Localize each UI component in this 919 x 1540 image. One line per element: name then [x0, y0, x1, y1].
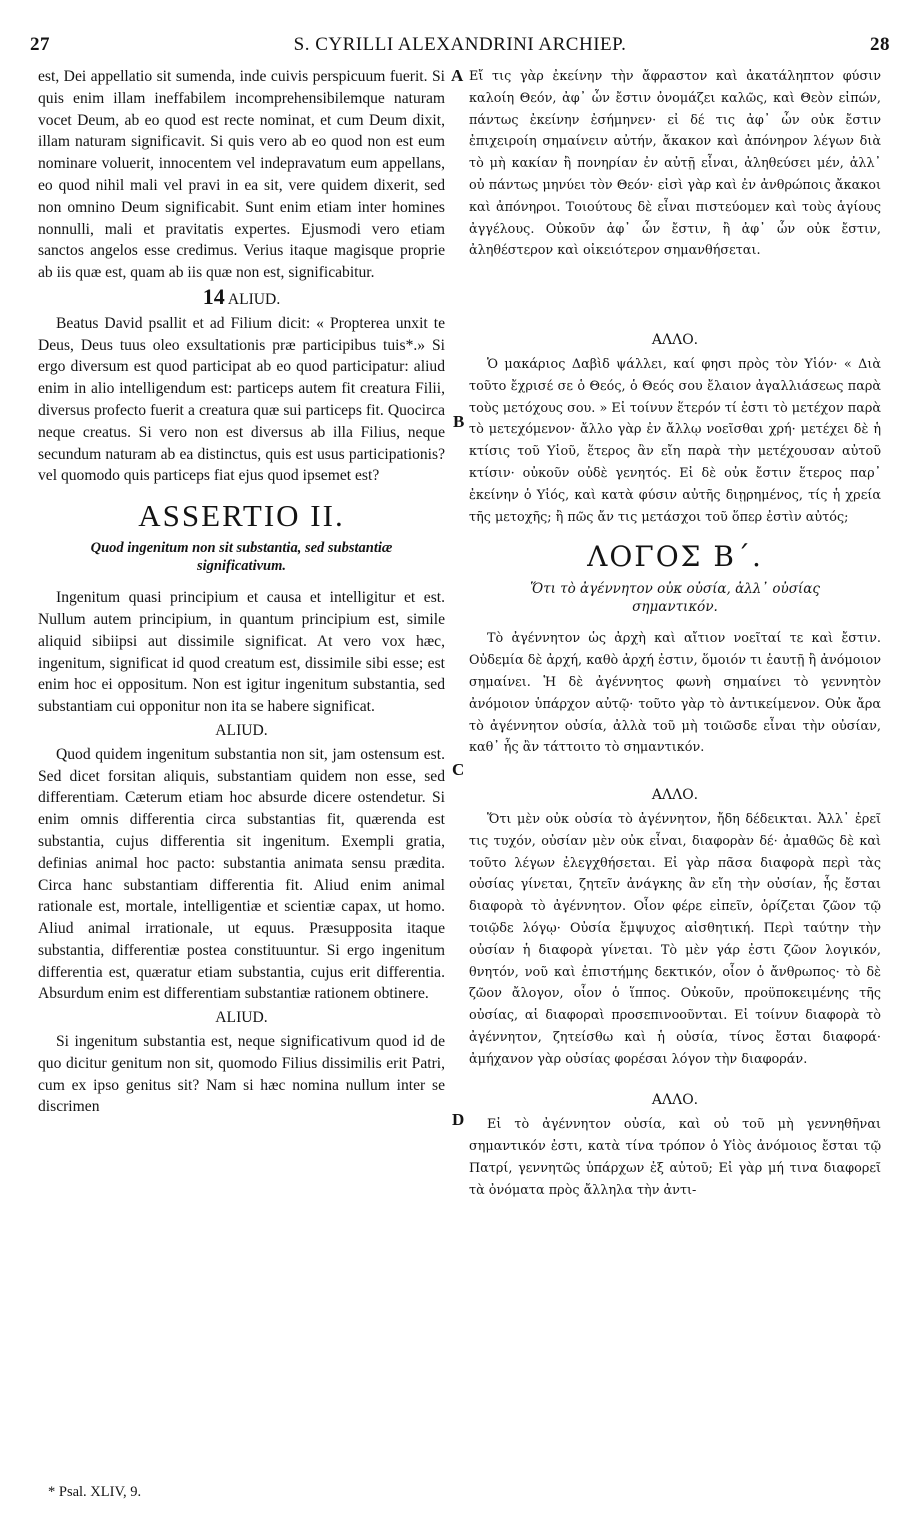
footnote: * Psal. XLIV, 9.	[48, 1484, 142, 1500]
latin-assertio-heading: ASSERTIO II.	[138, 498, 345, 534]
greek-allo-heading-3: ΑΛΛΟ.	[651, 1092, 699, 1109]
margin-marker-b: B	[453, 412, 465, 431]
latin-paragraph-3: Ingenitum quasi principium et causa et intelligitur et est. Nullum autem principium, in quantum principium est, simile aliquid sibiipsi aut dissimile significat. At vero vox hæc, ingenitum, significat id quod creatum est, dissimile sibi esse; est enim hoc ei oppositum. Non est igitur ingenitum substantia, sed substantiam cui opponitur non ita se habere significat.	[38, 589, 445, 716]
margin-marker-a: A	[451, 66, 464, 85]
latin-paragraph-2: Beatus David psallit et ad Filium dicit: « Propterea unxit te Deus, Deus tuus oleo exsultationis præ participibus tuis*.» Si ergo diversum est quod participat ab eo quod participatur: aliud enim in alio intelligendum est: particeps autem fit creatura Filii, diversus profecto fuerit a creatura quæ sui particeps fit. Quocirca neque creatus. Si vero non est diversus ab illa Filius, neque secundum naturam ab ea distinctus, quis est usus participationis? vel quomodo quis particeps fiat ejus quod ipsemet est?	[38, 314, 445, 485]
latin-paragraph-4: Quod quidem ingenitum substantia non sit, jam ostensum est. Sed dicet forsitan aliquis, substantiam quidem non esse, sed differentiam. Cæterum etiam hoc absurde dicere ostendetur. Si enim omnis differentia circa substantias fit, quærenda est substantia, cujus differentia sit ingenitum. Exempli gratia, definias animal hoc pacto: substantia animata sensu prædita. Circa hanc substantiam differentia fit. Aliud enim animal rationale est, mortale, intelligentiæ et scientiæ capax, ut homo. Aliud animal irrationale, ut equus. Præsupposita itaque substantia, differentiæ postea constituuntur. Si ergo ingenitum differentia est, quæratur etiam substantia, cujus erit differentia. Absurdum enim est differentiam substantiæ rationem obtinere.	[38, 745, 445, 1003]
latin-aliud-heading-3: ALIUD.	[215, 1009, 268, 1027]
running-title: S. CYRILLI ALEXANDRINI ARCHIEP.	[293, 34, 627, 55]
greek-column	[469, 66, 881, 1201]
section-title: ALIUD.	[227, 290, 281, 308]
greek-paragraph-3: Τὸ ἀγέννητον ὡς ἀρχὴ καὶ αἴτιον νοεῖταί τε καὶ ἔστιν. Οὐδεμία δὲ ἀρχή, καθὸ ἀρχή ἐστιν, ὅμοιόν τι ἑαυτῇ ἢ ἀνόμοιον σημαίνει. Ἡ δὲ ἀγέννητος φωνὴ σημαίνει τὸ γεννητὸν ἀνόμοιον ὑπάρχον αὐτῷ· τοῦτο γὰρ τὸ ἀντικείμενον. Οὐκ ἄρα τὸ ἀγέννητον οὐσία, ἀλλὰ τοῦ μὴ τοιῶσδε εἶναι τὴν οὐσίαν, καθ᾽ ἧς ἂν τάττοιτο τὸ σημαντικόν.	[469, 631, 881, 756]
greek-allo-heading-2: ΑΛΛΟ.	[651, 787, 699, 804]
margin-marker-d: D	[452, 1110, 465, 1129]
greek-paragraph-5: Εἰ τὸ ἀγέννητον οὐσία, καὶ οὐ τοῦ μὴ γεννηθῆναι σημαντικόν ἐστι, κατὰ τίνα τρόπον ὁ Υἱὸς ἀνόμοιος ἔσται τῷ Πατρί, γεννητῶς ὑπάρχων ἐξ αὐτοῦ; Εἰ γὰρ μή τινα διαφορεῖ τὰ ὀνόματα πρὸς ἄλληλα τὴν ἀντι-	[469, 1117, 881, 1198]
latin-paragraph-1: est, Dei appellatio sit sumenda, inde cuivis perspicuum fuerit. Si quis enim illam ineffabilem incomprehensibilemque naturam vocet Deum, ab eo quod est recte nominat, et cum Deum dixit, illam naturam significavit. Si quis vero ab eo quod non est eum nominare voluerit, innocentem vel indepravatum eum appellans, eo quod nihil mali vel pravi in ea sit, vere quidem dixerit, sed non omnino Deum significabit. Sunt enim etiam inter homines nonnulli, mali et pravitatis expertes. Ejusmodi vero etiam sanctos angelos esse credimus. Verius itaque magisque proprie ab iis quæ est, quam ab iis quæ non est, significabitur.	[38, 68, 445, 282]
latin-paragraph-5: Si ingenitum substantia est, neque significativum quod id de quo dicitur genitum non sit, quomodo Filius dissimilis erit Patri, cum ex ipso genitus sit? Nam si hæc nomina nullum inter se discrimen	[38, 1033, 445, 1116]
latin-aliud-heading-2: ALIUD.	[215, 721, 268, 739]
greek-paragraph-1: Εἴ τις γὰρ ἐκείνην τὴν ἄφραστον καὶ ἀκατάληπτον φύσιν καλοίη Θεόν, ἀφ᾽ ὧν ἔστιν ὀνομάζει καλῶς, καὶ Θεὸν εἰπών, πάντως ἐκείνην ἐσήμηνεν· εἰ δέ τις ἀφ᾽ ὧν οὐκ ἔστιν ἐπιχειροίη σημαίνειν αὐτήν, ἄκακον καὶ ἀπόνηρον λέγων διὰ τὸ μὴ κακίαν ἢ πονηρίαν ἐν αὐτῇ εἶναι, ἀληθεύσει μέν, ἀλλ᾽ οὐ πάντως μηνύει τὸν Θεόν· εἰσὶ γὰρ καὶ ἐν ἀνθρώποις ἄκακοι καὶ ἀπόνηροι. Τοιούτους δὲ εἶναι πιστεύομεν καὶ τοὺς ἁγίους ἀγγέλους. Οὐκοῦν ἀφ᾽ ὧν ἔστιν, ἢ ἀφ᾽ ὧν οὐκ ἔστιν, ἀληθέστερον καὶ οἰκειότερον σημανθήσεται.	[469, 69, 881, 259]
running-header	[30, 34, 890, 60]
greek-paragraph-2: Ὁ μακάριος Δαβὶδ ψάλλει, καί φησι πρὸς τὸν Υἱόν· « Διὰ τοῦτο ἔχρισέ σε ὁ Θεός, ὁ Θεός σου ἔλαιον ἀγαλλιάσεως παρὰ τοὺς μετόχους σου. » Εἰ τοίνυν ἕτερόν τί ἐστι τὸ μετέχον παρὰ τὸ μετεχόμενον· ἄλλο γὰρ ἐν ἄλλῳ νοεῖσθαι χρή· μετέχει δὲ ἡ κτίσις τοῦ Υἱοῦ, ἕτερος ἂν εἴη παρὰ τὴν μετέχουσαν αὐτοῦ κτίσιν· οὐκοῦν οὐδὲ γενητός. Εἰ δὲ οὐκ ἔστιν ἕτερος παρ᾽ ἐκείνην ὁ Υἱός, καὶ κατὰ φύσιν αὐτῆς διῃρημένος, τίς ἡ χρεία τῆς μετοχῆς; ἢ πῶς ἄν τις μετάσχοι τοῦ ὅπερ ἐστὶν αὐτός;	[469, 356, 881, 525]
page-number-right: 28	[870, 34, 890, 55]
greek-logos-subtitle: Ὅτι τὸ ἀγέννητον οὐκ οὐσία, ἀλλ᾽ οὐσίας σημαντικόν.	[530, 581, 820, 616]
greek-logos-heading: ΛΟΓΟΣ Β´.	[587, 540, 763, 574]
margin-marker-c: C	[452, 760, 465, 779]
section-number: 14	[202, 283, 225, 309]
latin-column	[38, 66, 445, 1118]
greek-allo-heading-1: ΑΛΛΟ.	[651, 332, 699, 349]
greek-paragraph-4: Ὅτι μὲν οὐκ οὐσία τὸ ἀγέννητον, ἤδη δέδεικται. Ἀλλ᾽ ἐρεῖ τις τυχόν, οὐσίαν μὲν οὐκ εἶναι, διαφορὰν δέ· ἀμαθῶς δὲ καὶ τοῦτο λέγων ἐλεγχθήσεται. Εἰ γὰρ πᾶσα διαφορὰ περὶ τὰς οὐσίας γίνεται, ζητεῖν ἀνάγκης ἂν εἴη τὴν οὐσίαν, ἧς ἔσται διαφορὰ τὸ ἀγέννητον. Οἷον φέρε εἰπεῖν, ὁρίζεται ζῶον τῷ τοιῷδε λόγῳ· Οὐσία ἔμψυχος αἰσθητική. Περὶ ταύτην τὴν οὐσίαν ἡ διαφορὰ γίνεται. Τὸ μὲν γάρ ἐστι ζῶον λογικόν, θνητόν, νοῦ καὶ ἐπιστήμης δεκτικόν, οἷον ὁ ἄνθρωπος· τὸ δὲ ζῶον ἄλογον, οἷον ὁ ἵππος. Οὐκοῦν, προϋποκειμένης τῆς οὐσίας, αἱ διαφοραὶ προσεπινοοῦνται. Εἰ τοίνυν διαφορὰ τὸ ἀγέννητον, ζητείσθω καὶ ἡ οὐσία, τίνος ἔσται διαφορά· ἀμήχανον γὰρ οὐσίας φορέσαι λόγον τὴν διαφοράν.	[469, 811, 881, 1067]
page-number-left: 27	[30, 34, 50, 55]
latin-section-14-heading	[38, 283, 445, 311]
latin-assertio-subtitle: Quod ingenitum non sit substantia, sed substantiæ significativum.	[90, 540, 393, 575]
